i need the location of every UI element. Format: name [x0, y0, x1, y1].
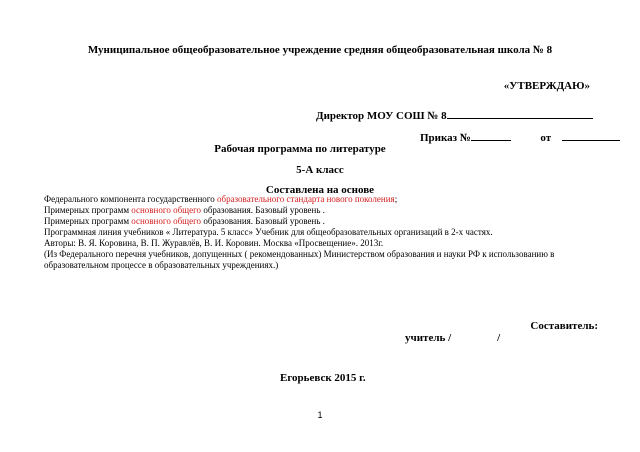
approve-stamp: «УТВЕРЖДАЮ»	[503, 80, 590, 92]
basis-line: (Из Федерального перечня учебников, допущенных ( рекомендованных) Министерством образования и науки РФ к использованию в	[44, 249, 555, 259]
basis-line: Авторы: В. Я. Коровина, В. П. Журавлёв, В. И. Коровин. Москва «Просвещение». 2013г.	[44, 238, 384, 248]
program-title: Рабочая программа по литературе	[214, 143, 386, 155]
compiler-label: Составитель:	[530, 320, 598, 332]
basis-text: ;	[394, 194, 398, 204]
director-label: Директор МОУ СОШ № 8	[316, 110, 447, 122]
order-date-blank	[562, 130, 620, 141]
basis-list	[44, 194, 604, 271]
order-label: Приказ №	[420, 132, 471, 144]
order-number-blank	[471, 130, 511, 141]
basis-text: образования. Базовый уровень .	[201, 216, 325, 226]
director-signature-blank	[447, 108, 593, 119]
basis-line: образовательном процессе в образовательных учреждениях.)	[44, 260, 279, 270]
grade-label: 5-А класс	[296, 164, 344, 176]
basis-text: Примерных программ	[44, 205, 132, 215]
basis-line	[44, 205, 604, 216]
basis-highlight: основного общего	[131, 205, 202, 215]
basis-heading: Составлена на основе	[265, 184, 375, 196]
city-year: Егорьевск 2015 г.	[280, 372, 366, 384]
basis-line	[44, 216, 604, 227]
order-line	[420, 130, 620, 144]
institution-title: Муниципальное общеобразовательное учреждение средняя общеобразовательная школа № 8	[87, 44, 553, 56]
basis-line: Программная линия учебников « Литература. 5 класс» Учебник для общеобразовательных организаций в 2-х частях.	[44, 227, 493, 237]
basis-highlight: образовательного стандарта нового поколения	[216, 194, 395, 204]
order-from-label: от	[540, 132, 552, 144]
basis-text: Федерального компонента государственного	[44, 194, 217, 204]
teacher-slash: /	[497, 332, 501, 344]
teacher-line	[405, 332, 500, 344]
director-line	[316, 108, 593, 122]
basis-text: образования. Базовый уровень .	[201, 205, 325, 215]
basis-line	[44, 194, 604, 205]
basis-text: Примерных программ	[44, 216, 132, 226]
basis-highlight: основного общего	[131, 216, 202, 226]
teacher-label: учитель /	[405, 332, 452, 344]
page-number: 1	[317, 410, 323, 420]
